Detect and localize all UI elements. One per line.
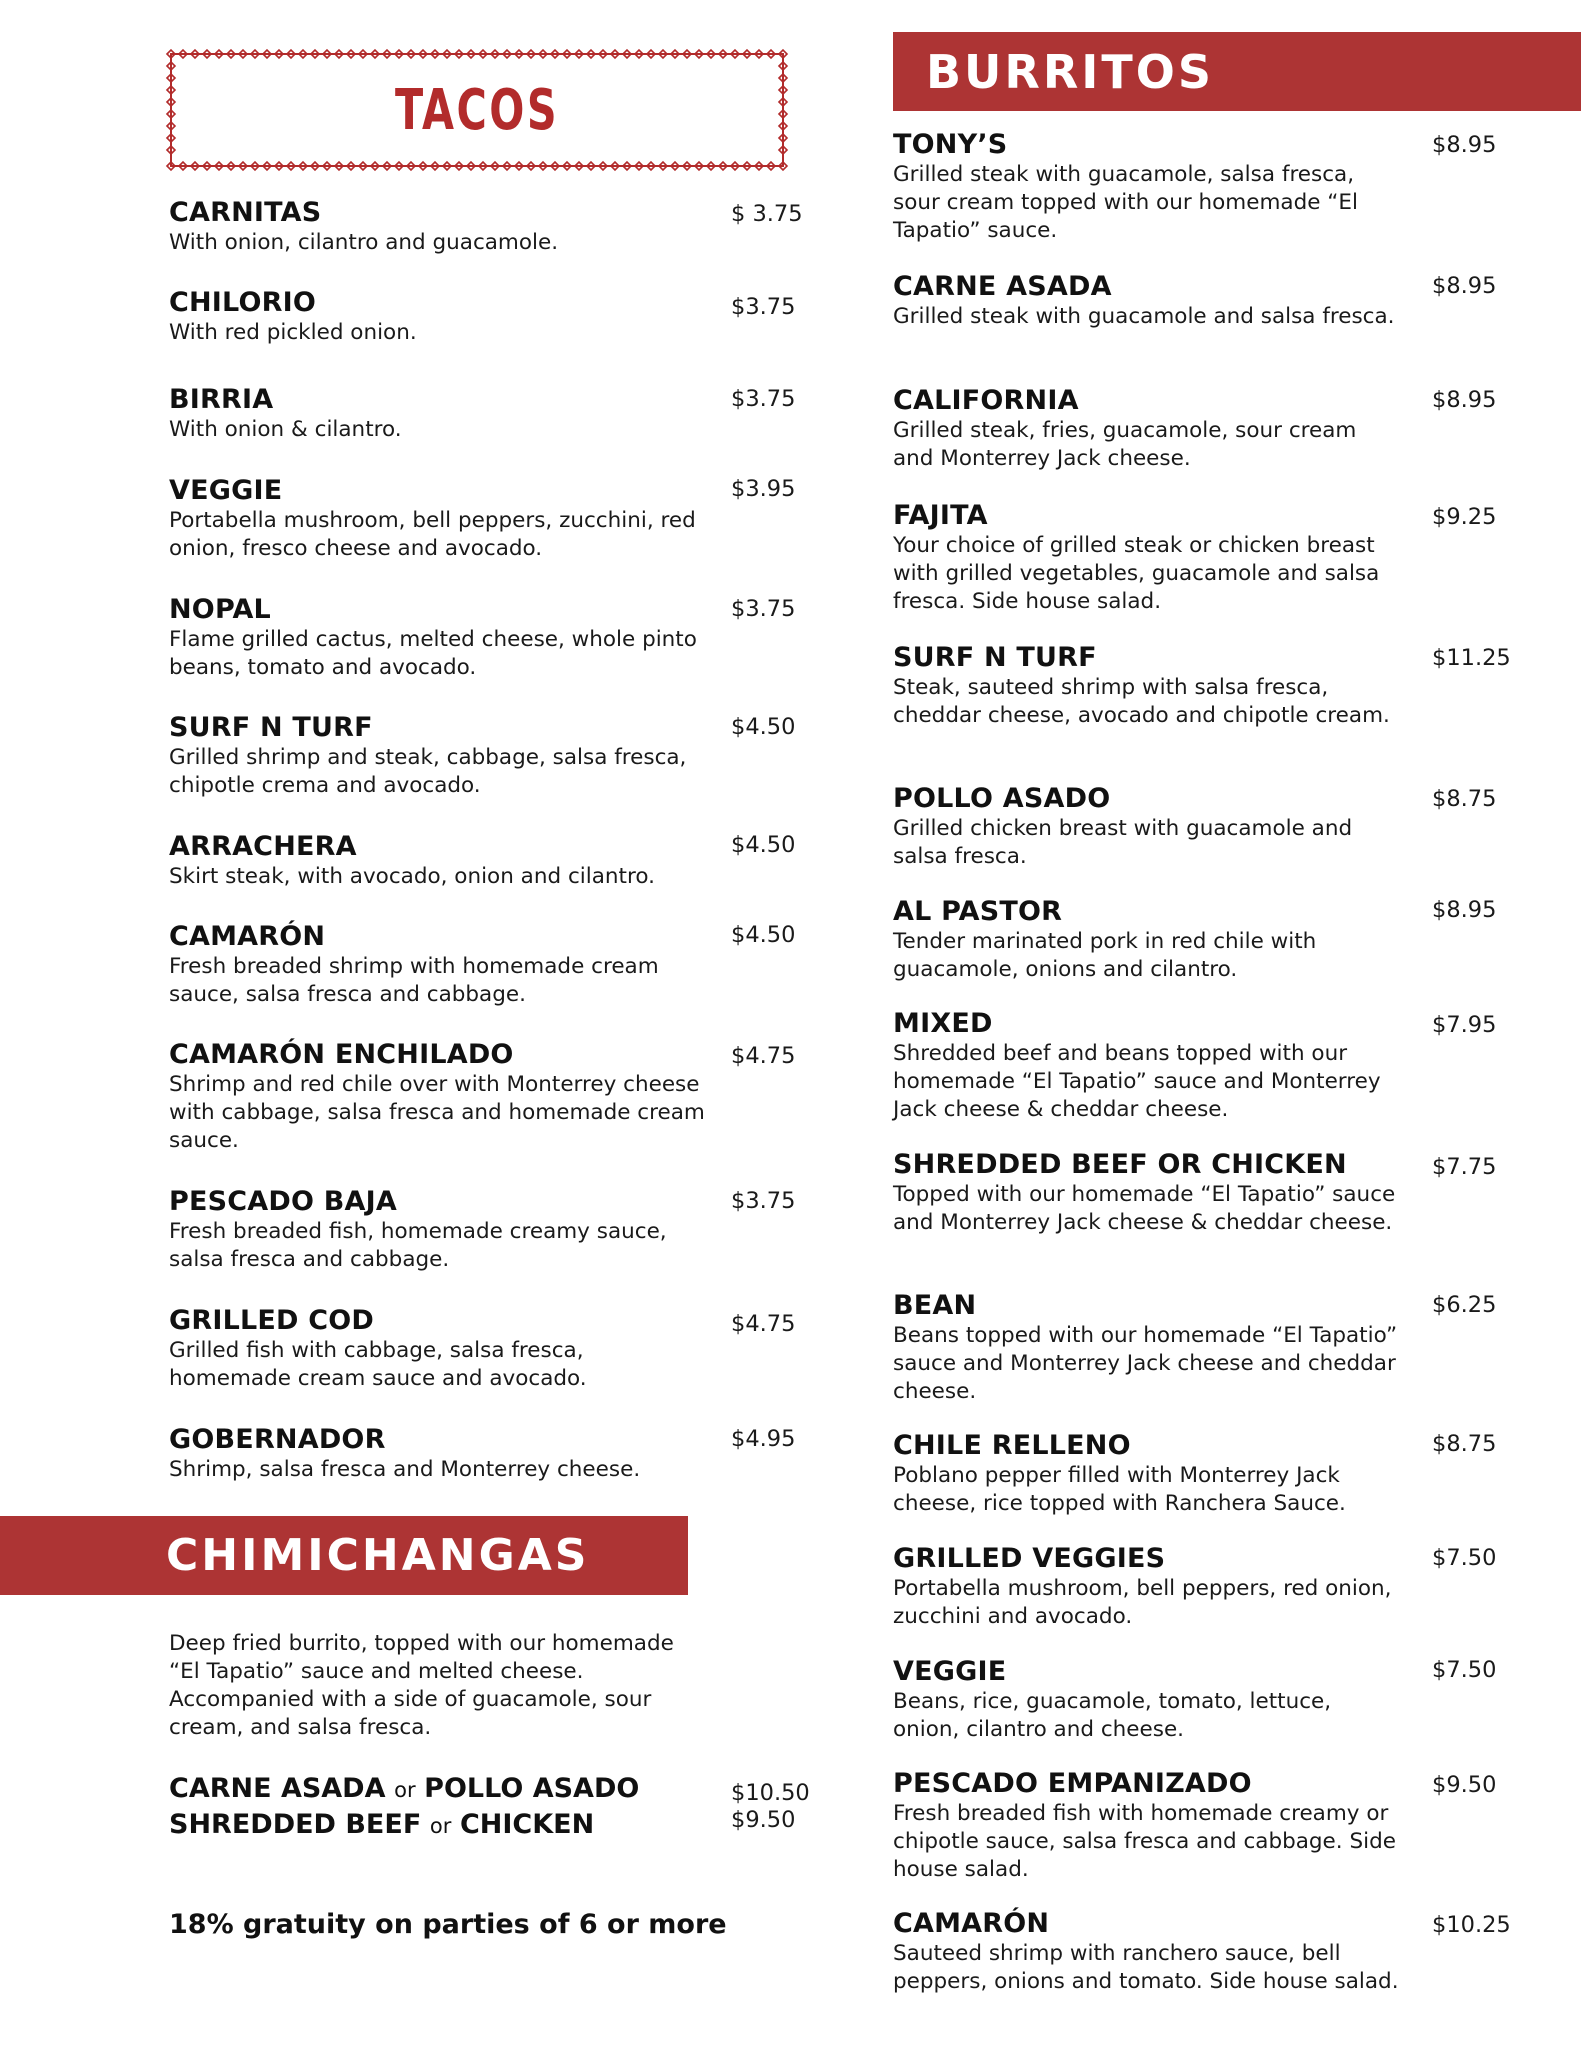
- item-name: CARNITAS: [169, 197, 322, 228]
- item-name: POLLO ASADO: [893, 783, 1111, 814]
- item-name: GOBERNADOR: [169, 1424, 386, 1455]
- item-price: $4.50: [731, 832, 796, 858]
- item-name: CARNE ASADA: [893, 271, 1112, 302]
- menu-item: [169, 1306, 709, 1393]
- menu-item: [893, 897, 1403, 984]
- item-description: Tender marinated pork in red chile with guacamole, onions and cilantro.: [893, 929, 1317, 982]
- menu-item: [169, 476, 709, 563]
- item-description: Fresh breaded shrimp with homemade cream sauce, salsa fresca and cabbage.: [169, 954, 659, 1007]
- menu-item: [893, 1909, 1403, 1996]
- item-price: $4.50: [731, 714, 796, 740]
- item-name: VEGGIE: [169, 475, 283, 506]
- item-price: $8.95: [1432, 132, 1497, 158]
- item-price: $ 3.75: [731, 201, 803, 227]
- item-name: VEGGIE: [893, 1656, 1007, 1687]
- item-description: Grilled chicken breast with guacamole and salsa fresca.: [893, 816, 1353, 869]
- item-name: CHILE RELLENO: [893, 1430, 1131, 1461]
- item-description: Flame grilled cactus, melted cheese, whole pinto beans, tomato and avocado.: [169, 627, 697, 680]
- menu-item: [893, 386, 1403, 473]
- item-description: Skirt steak, with avocado, onion and cilantro.: [169, 864, 655, 889]
- item-name: GRILLED VEGGIES: [893, 1543, 1166, 1574]
- item-description: Your choice of grilled steak or chicken breast with grilled vegetables, guacamole and salsa fresca. Side house salad.: [893, 533, 1380, 614]
- menu-item: [169, 1040, 709, 1155]
- item-price: $4.50: [731, 922, 796, 948]
- item-name: GRILLED COD: [169, 1305, 375, 1336]
- item-name: CAMARÓN: [169, 921, 326, 952]
- tacos-title: TACOS: [394, 77, 560, 143]
- item-description: Steak, sauteed shrimp with salsa fresca, cheddar cheese, avocado and chipotle cream.: [893, 675, 1390, 728]
- item-description: Beans topped with our homemade “El Tapatio” sauce and Monterrey Jack cheese and cheddar cheese.: [893, 1323, 1398, 1404]
- menu-item: [893, 1291, 1403, 1406]
- menu-item: [893, 643, 1403, 730]
- item-price: $7.50: [1432, 1545, 1497, 1571]
- item-price: $7.50: [1432, 1657, 1497, 1683]
- item-name: CAMARÓN: [893, 1908, 1050, 1939]
- option-or: or: [429, 1814, 452, 1838]
- item-description: Grilled shrimp and steak, cabbage, salsa fresca, chipotle crema and avocado.: [169, 745, 687, 798]
- chimichangas-option-line: [169, 1808, 594, 1843]
- menu-item: [893, 1150, 1403, 1237]
- item-name: PESCADO EMPANIZADO: [893, 1768, 1252, 1799]
- item-price: $10.50: [731, 1780, 810, 1806]
- item-name: MIXED: [893, 1008, 993, 1039]
- item-price: $9.50: [1432, 1772, 1497, 1798]
- item-price: $11.25: [1432, 645, 1511, 671]
- item-description: Beans, rice, guacamole, tomato, lettuce, onion, cilantro and cheese.: [893, 1689, 1332, 1742]
- gratuity-note: 18% gratuity on parties of 6 or more: [169, 1909, 727, 1940]
- option-or: or: [394, 1778, 416, 1802]
- item-price: $3.75: [731, 294, 796, 320]
- menu-item: [893, 1657, 1403, 1744]
- option-name: CHICKEN: [459, 1809, 595, 1840]
- chimichangas-header: CHIMICHANGAS: [0, 1516, 688, 1595]
- item-name: SHREDDED BEEF OR CHICKEN: [893, 1149, 1347, 1180]
- item-price: $9.50: [731, 1807, 796, 1833]
- menu-item: [169, 832, 709, 891]
- item-description: Topped with our homemade “El Tapatio” sauce and Monterrey Jack cheese & cheddar cheese.: [893, 1182, 1396, 1235]
- menu-item: [169, 713, 709, 800]
- item-name: FAJITA: [893, 500, 988, 531]
- item-price: $7.75: [1432, 1154, 1497, 1180]
- item-price: $8.75: [1432, 1431, 1497, 1457]
- item-price: $8.95: [1432, 273, 1497, 299]
- item-name: BIRRIA: [169, 384, 274, 415]
- menu-item: [893, 130, 1403, 245]
- item-description: Portabella mushroom, bell peppers, red onion, zucchini and avocado.: [893, 1576, 1392, 1629]
- item-name: SURF N TURF: [893, 642, 1097, 673]
- item-description: Fresh breaded fish, homemade creamy sauce, salsa fresca and cabbage.: [169, 1219, 667, 1272]
- item-price: $9.25: [1432, 504, 1497, 530]
- chimichangas-description: Deep fried burrito, topped with our homemade “El Tapatio” sauce and melted cheese. Accompanied with a side of guacamole, sour cream, and salsa fresca.: [169, 1631, 674, 1740]
- menu-item: [169, 288, 709, 347]
- item-description: Grilled steak with guacamole, salsa fresca, sour cream topped with our homemade “El Tapatio” sauce.: [893, 162, 1358, 243]
- item-price: $3.75: [731, 596, 796, 622]
- item-description: Shredded beef and beans topped with our homemade “El Tapatio” sauce and Monterrey Jack cheese & cheddar cheese.: [893, 1041, 1381, 1122]
- item-price: $4.95: [731, 1426, 796, 1452]
- burritos-header: BURRITOS: [893, 32, 1581, 111]
- item-description: Grilled steak with guacamole and salsa fresca.: [893, 304, 1395, 329]
- item-price: $8.75: [1432, 786, 1497, 812]
- menu-item: [893, 1009, 1403, 1124]
- tacos-header: [163, 46, 791, 174]
- menu-item: [893, 1431, 1403, 1518]
- item-name: PESCADO BAJA: [169, 1186, 397, 1217]
- item-price: $8.95: [1432, 897, 1497, 923]
- menu-item: [169, 922, 709, 1009]
- item-price: $10.25: [1432, 1912, 1511, 1938]
- item-name: CHILORIO: [169, 287, 317, 318]
- item-name: NOPAL: [169, 594, 271, 625]
- menu-item: [169, 385, 709, 444]
- menu-item: [893, 272, 1403, 331]
- menu-item: [893, 501, 1403, 616]
- item-description: Grilled steak, fries, guacamole, sour cream and Monterrey Jack cheese.: [893, 418, 1357, 471]
- menu-item: [169, 1187, 709, 1274]
- item-description: With red pickled onion.: [169, 320, 417, 345]
- menu-item: [893, 784, 1403, 871]
- menu-item: [169, 1425, 709, 1484]
- item-name: AL PASTOR: [893, 896, 1063, 927]
- item-description: Grilled fish with cabbage, salsa fresca, homemade cream sauce and avocado.: [169, 1338, 587, 1391]
- item-name: SURF N TURF: [169, 712, 373, 743]
- item-price: $4.75: [731, 1311, 796, 1337]
- option-name: CARNE ASADA: [169, 1773, 386, 1804]
- item-name: CALIFORNIA: [893, 385, 1079, 416]
- item-description: Poblano pepper filled with Monterrey Jack cheese, rice topped with Ranchera Sauce.: [893, 1463, 1346, 1516]
- item-price: $7.95: [1432, 1012, 1497, 1038]
- item-description: Shrimp, salsa fresca and Monterrey cheese.: [169, 1457, 641, 1482]
- item-description: With onion, cilantro and guacamole.: [169, 230, 559, 255]
- menu-item: [893, 1769, 1403, 1884]
- menu-item: [169, 198, 709, 257]
- item-description: Shrimp and red chile over with Monterrey cheese with cabbage, salsa fresca and homemade cream sauce.: [169, 1072, 705, 1153]
- item-description: Sauteed shrimp with ranchero sauce, bell peppers, onions and tomato. Side house salad.: [893, 1941, 1399, 1994]
- menu-item: [169, 595, 709, 682]
- item-description: Fresh breaded fish with homemade creamy or chipotle sauce, salsa fresca and cabbage. Side house salad.: [893, 1801, 1396, 1882]
- item-name: ARRACHERA: [169, 831, 357, 862]
- item-price: $6.25: [1432, 1292, 1497, 1318]
- item-name: TONY’S: [893, 129, 1008, 160]
- item-description: Portabella mushroom, bell peppers, zucchini, red onion, fresco cheese and avocado.: [169, 508, 696, 561]
- item-description: With onion & cilantro.: [169, 417, 402, 442]
- option-name: POLLO ASADO: [424, 1773, 640, 1804]
- menu-item: [893, 1544, 1403, 1631]
- item-price: $4.75: [731, 1043, 796, 1069]
- item-price: $3.95: [731, 476, 796, 502]
- item-name: BEAN: [893, 1290, 977, 1321]
- option-name: SHREDDED BEEF: [169, 1809, 422, 1840]
- item-price: $3.75: [731, 1188, 796, 1214]
- item-price: $8.95: [1432, 387, 1497, 413]
- item-name: CAMARÓN ENCHILADO: [169, 1039, 514, 1070]
- item-price: $3.75: [731, 386, 796, 412]
- chimichangas-option-line: [169, 1772, 639, 1807]
